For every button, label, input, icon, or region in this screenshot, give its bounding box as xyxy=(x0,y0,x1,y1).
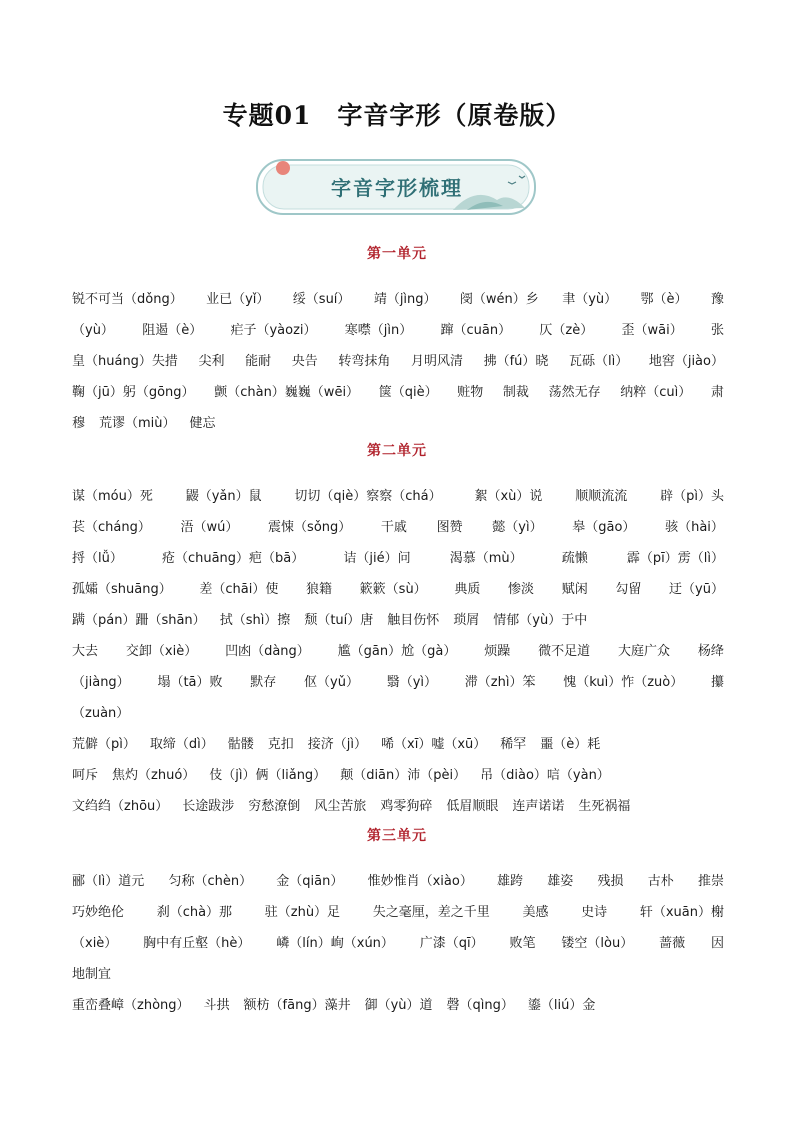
vocab-item: 驻（zhù）足 xyxy=(264,905,341,920)
vocab-item: 磬（qìng） xyxy=(446,998,514,1013)
vocab-item: 骇（hài） xyxy=(665,520,724,535)
vocab-item: 尖利 xyxy=(198,354,225,369)
vocab-item: 肃 xyxy=(710,385,724,400)
vocab-item: 因 xyxy=(710,936,724,951)
vocab-item: 锐不可当（dǒng） xyxy=(72,292,183,307)
vocab-item: 顺顺流流 xyxy=(575,489,628,504)
vocab-item: 接济（jì） xyxy=(307,737,368,752)
vocab-item: 颠（diān）沛（pèi） xyxy=(340,768,467,783)
vocab-item: 赃物 xyxy=(457,385,484,400)
vocab-item: （jiàng） xyxy=(72,675,130,690)
vocab-item: 大去 xyxy=(72,644,99,659)
vocab-item: 凹凼（dàng） xyxy=(225,644,310,659)
vocab-item: 烦躁 xyxy=(484,644,511,659)
word-line xyxy=(72,408,724,439)
unit-2-block xyxy=(72,481,724,822)
vocab-item: 郦（lì）道元 xyxy=(72,874,145,889)
word-line xyxy=(72,605,724,636)
vocab-item: 鞠（jū）躬（gōng） xyxy=(72,385,195,400)
vocab-item: （xiè） xyxy=(72,936,118,951)
vocab-item: 御（yù）道 xyxy=(364,998,433,1013)
vocab-item: 狼籍 xyxy=(306,582,333,597)
word-line xyxy=(72,760,724,791)
vocab-item: 额枋（fāng）藻井 xyxy=(243,998,351,1013)
vocab-item: 交卸（xiè） xyxy=(125,644,198,659)
vocab-item: 簌簌（sù） xyxy=(359,582,427,597)
word-line xyxy=(72,990,724,1021)
vocab-item: 阌（wén）乡 xyxy=(459,292,539,307)
vocab-item: 健忘 xyxy=(189,416,216,431)
vocab-item: 拭（shì）擦 xyxy=(219,613,291,628)
vocab-item: 央告 xyxy=(291,354,318,369)
vocab-item: 琐屑 xyxy=(453,613,480,628)
vocab-item: 穆 xyxy=(72,416,86,431)
vocab-item: 克扣 xyxy=(267,737,294,752)
word-line xyxy=(72,866,724,897)
vocab-item: 绥（suí） xyxy=(292,292,351,307)
vocab-item: 长途跋涉 xyxy=(182,799,235,814)
vocab-item: 震悚（sǒng） xyxy=(268,520,352,535)
vocab-item: 情郁（yù）于中 xyxy=(493,613,588,628)
vocab-item: 取缔（dì） xyxy=(149,737,214,752)
vocab-item: 瓦砾（lì） xyxy=(569,354,629,369)
vocab-item: 噩（è）耗 xyxy=(540,737,601,752)
vocab-item: 豫 xyxy=(710,292,724,307)
word-line xyxy=(72,574,724,605)
vocab-item: 渴慕（mù） xyxy=(449,551,523,566)
vocab-item: 图赞 xyxy=(436,520,463,535)
vocab-item: 鸡零狗碎 xyxy=(380,799,433,814)
vocab-item: 疟子（yàozi） xyxy=(230,323,317,338)
vocab-item: 古朴 xyxy=(647,874,674,889)
vocab-item: 翳（yì） xyxy=(386,675,438,690)
vocab-item: 攥 xyxy=(710,675,724,690)
vocab-item: 阻遏（è） xyxy=(142,323,203,338)
banner-title: 字音字形梳理 xyxy=(331,176,463,200)
unit-1-block xyxy=(72,284,724,439)
vocab-item: 捋（lǚ） xyxy=(72,551,123,566)
vocab-item: 勾留 xyxy=(615,582,642,597)
vocab-item: 颤（chàn）巍巍（wēi） xyxy=(214,385,360,400)
vocab-item: 风尘苦旅 xyxy=(314,799,367,814)
vocab-item: 张 xyxy=(710,323,724,338)
unit-3-block xyxy=(72,866,724,1021)
vocab-item: 荒谬（miù） xyxy=(99,416,176,431)
vocab-item: 吊（diào）唁（yàn） xyxy=(480,768,610,783)
word-line xyxy=(72,636,724,667)
vocab-item: 大庭广众 xyxy=(618,644,671,659)
word-line xyxy=(72,543,724,574)
vocab-item: 鼹（yǎn）鼠 xyxy=(185,489,262,504)
vocab-item: 寒噤（jìn） xyxy=(344,323,413,338)
vocab-item: 业已（yǐ） xyxy=(206,292,270,307)
vocab-item: 美感 xyxy=(522,905,549,920)
vocab-item: 败笔 xyxy=(509,936,536,951)
vocab-item: 惨淡 xyxy=(508,582,535,597)
vocab-item: 广漆（qī） xyxy=(419,936,484,951)
vocab-item: 浯（wú） xyxy=(180,520,239,535)
vocab-item: 赋闲 xyxy=(561,582,588,597)
vocab-item: 聿（yù） xyxy=(562,292,618,307)
vocab-item: 杨绛 xyxy=(697,644,724,659)
vocab-item: 鄂（è） xyxy=(640,292,688,307)
vocab-item: 靖（jìng） xyxy=(373,292,437,307)
word-line xyxy=(72,897,724,928)
vocab-item: 愧（kuì）怍（zuò） xyxy=(563,675,684,690)
vocab-item: 唏（xī）嘘（xū） xyxy=(381,737,487,752)
vocab-item: 雄跨 xyxy=(497,874,524,889)
vocab-item: 迂（yū） xyxy=(669,582,724,597)
vocab-item: 皇（huáng）失措 xyxy=(72,354,178,369)
vocab-item: 荡然无存 xyxy=(548,385,601,400)
vocab-item: 地制宜 xyxy=(72,967,112,982)
vocab-item: 谋（móu）死 xyxy=(72,489,153,504)
document-title: 专题01 字音字形（原卷版） xyxy=(222,101,572,130)
word-line xyxy=(72,512,724,543)
vocab-item: 低眉顺眼 xyxy=(446,799,499,814)
unit-3-heading: 第三单元 xyxy=(367,828,427,844)
vocab-item: 絮（xù）说 xyxy=(474,489,543,504)
vocab-item: 懿（yì） xyxy=(492,520,543,535)
unit-1-heading: 第一单元 xyxy=(367,246,427,262)
vocab-item: 孤孀（shuāng） xyxy=(72,582,172,597)
vocab-item: 疏懒 xyxy=(561,551,588,566)
vocab-item: 霹（pī）雳（lì） xyxy=(626,551,724,566)
vocab-item: 地窖（jiào） xyxy=(648,354,724,369)
vocab-item: 伎（jì）俩（liǎng） xyxy=(209,768,327,783)
vocab-item: 疮（chuāng）疤（bā） xyxy=(161,551,305,566)
vocab-item: 典质 xyxy=(454,582,481,597)
word-line xyxy=(72,284,724,315)
vocab-item: 颓（tuí）唐 xyxy=(304,613,374,628)
vocab-item: 鎏（liú）金 xyxy=(527,998,596,1013)
vocab-item: 伛（yǔ） xyxy=(304,675,359,690)
word-line xyxy=(72,729,724,760)
vocab-item: 月明风清 xyxy=(410,354,463,369)
vocab-item: 残损 xyxy=(597,874,624,889)
vocab-item: 胸中有丘壑（hè） xyxy=(143,936,251,951)
vocab-item: 荒僻（pì） xyxy=(72,737,136,752)
vocab-item: 史诗 xyxy=(581,905,608,920)
vocab-item: 蔷薇 xyxy=(659,936,686,951)
vocab-item: 诘（jié）问 xyxy=(343,551,411,566)
word-line xyxy=(72,928,724,959)
vocab-item: 箧（qiè） xyxy=(378,385,438,400)
vocab-item: 切切（qiè）察察（chá） xyxy=(294,489,442,504)
vocab-item: 尴（gān）尬（gà） xyxy=(337,644,457,659)
vocab-item: 斗拱 xyxy=(203,998,230,1013)
vocab-item: 仄（zè） xyxy=(539,323,594,338)
word-line xyxy=(72,346,724,377)
vocab-item: 巧妙绝伦 xyxy=(72,905,125,920)
vocab-item: 能耐 xyxy=(245,354,272,369)
vocab-item: 穷愁潦倒 xyxy=(248,799,301,814)
word-line xyxy=(72,667,724,698)
vocab-item: 塌（tā）败 xyxy=(157,675,223,690)
word-line xyxy=(72,959,724,990)
vocab-item: 差（chāi）使 xyxy=(199,582,279,597)
vocab-item: 雄姿 xyxy=(547,874,574,889)
vocab-item: 金（qiān） xyxy=(276,874,344,889)
vocab-item: （yù） xyxy=(72,323,114,338)
vocab-item: 匀称（chèn） xyxy=(168,874,253,889)
word-line xyxy=(72,698,724,729)
word-line xyxy=(72,791,724,822)
vocab-item: 焦灼（zhuó） xyxy=(112,768,196,783)
vocab-item: 连声诺诺 xyxy=(512,799,565,814)
vocab-item: 嶙（lín）峋（xún） xyxy=(276,936,394,951)
vocab-item: 镂空（lòu） xyxy=(561,936,634,951)
vocab-item: 惟妙惟肖（xiào） xyxy=(367,874,473,889)
vocab-item: 骷髅 xyxy=(227,737,254,752)
vocab-item: （zuàn） xyxy=(72,706,130,721)
vocab-item: 苌（cháng） xyxy=(72,520,151,535)
vocab-item: 触目伤怀 xyxy=(387,613,440,628)
vocab-item: 歪（wāi） xyxy=(621,323,683,338)
vocab-item: 轩（xuān）榭 xyxy=(639,905,724,920)
vocab-item: 推崇 xyxy=(697,874,724,889)
vocab-item: 默存 xyxy=(250,675,277,690)
vocab-item: 重峦叠嶂（zhòng） xyxy=(72,998,190,1013)
vocab-item: 滞（zhì）笨 xyxy=(464,675,536,690)
word-line xyxy=(72,377,724,408)
vocab-item: 微不足道 xyxy=(538,644,591,659)
vocab-item: 蹒（pán）跚（shān） xyxy=(72,613,206,628)
vocab-item: 拂（fú）晓 xyxy=(483,354,549,369)
vocab-item: 失之毫厘，差之千里 xyxy=(372,905,490,920)
vocab-item: 生死祸福 xyxy=(578,799,631,814)
vocab-item: 文绉绉（zhōu） xyxy=(72,799,169,814)
vocab-item: 皋（gāo） xyxy=(572,520,636,535)
unit-2-heading: 第二单元 xyxy=(367,443,427,459)
vocab-item: 刹（chà）那 xyxy=(156,905,233,920)
vocab-item: 纳粹（cuì） xyxy=(620,385,692,400)
vocab-item: 蹿（cuān） xyxy=(440,323,512,338)
vocab-item: 转弯抹角 xyxy=(338,354,391,369)
vocab-item: 辟（pì）头 xyxy=(660,489,724,504)
word-line xyxy=(72,315,724,346)
word-line xyxy=(72,481,724,512)
vocab-item: 稀罕 xyxy=(500,737,527,752)
vocab-item: 制裁 xyxy=(502,385,529,400)
vocab-item: 干戚 xyxy=(380,520,407,535)
vocab-item: 呵斥 xyxy=(72,768,99,783)
